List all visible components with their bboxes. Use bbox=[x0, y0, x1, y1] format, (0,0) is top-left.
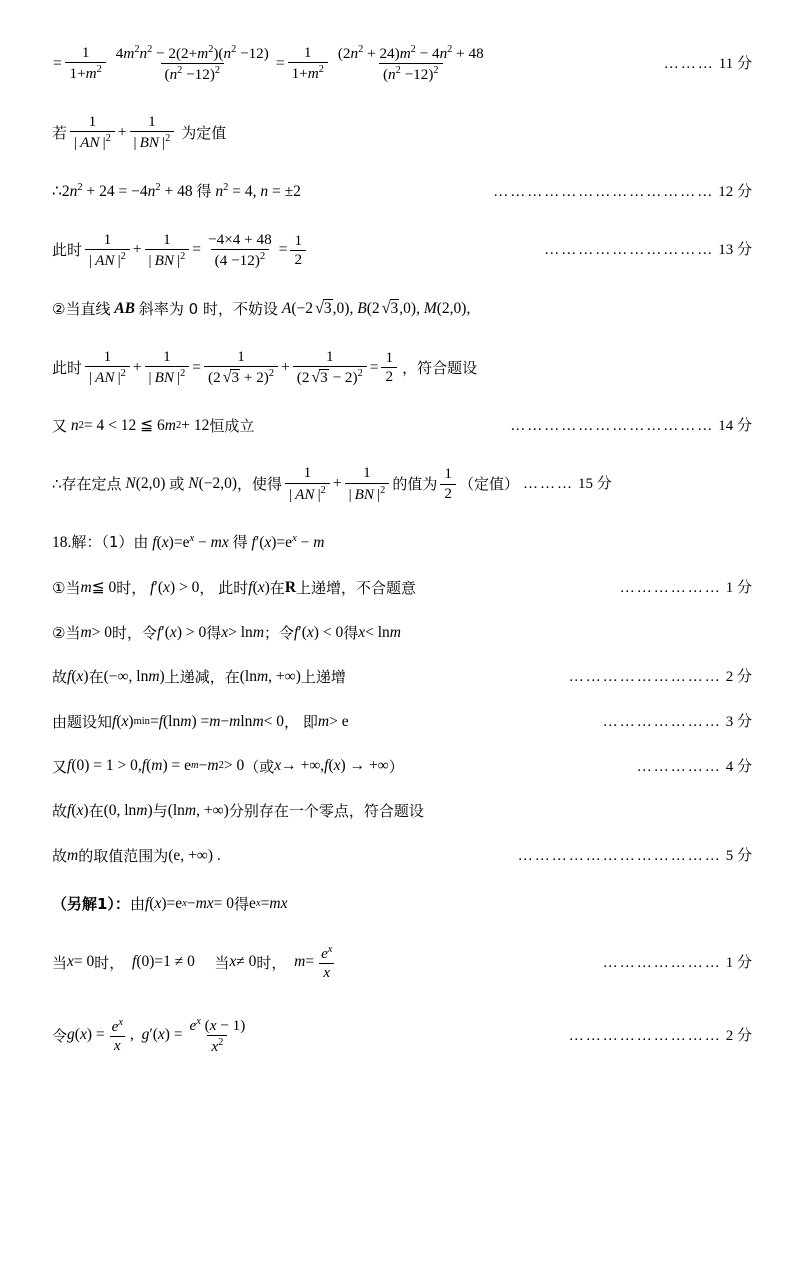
fraction-1-over-BN2: $\frac{1}{| BN |^2}$ bbox=[145, 232, 190, 270]
leader-dots: …………… bbox=[636, 758, 722, 775]
case-two-calc-line: 此时 $\frac{1}{| AN |^2}$ + $\frac{1}{| BN |^2}$ = $\frac{1}{(2 √3 + 2)^2}$ + $\frac{1}{(2 √3 - 2)^2}$ = $\frac{1}{2}$ ，符合题设 bbox=[52, 347, 478, 387]
leader-dots: ……………………………… bbox=[517, 847, 722, 864]
score-label: 13 分 bbox=[718, 242, 752, 259]
conclusion-line-15: ∴存在定点 N (2,0) 或 N (−2,0) ，使得 $\frac{1}{| AN |^2}$ + $\frac{1}{| BN |^2}$ 的值为 $\frac{1}{2}$ （定值） ……… 15 分 bbox=[52, 464, 612, 503]
fraction-1-over-AN2: $\frac{1}{| AN |^2}$ bbox=[70, 114, 115, 152]
equation-line-14: 又 n 2 = 4 < 12 ≦ 6 m 2 + 12 恒成立 ……………………………… 14 分 bbox=[52, 416, 752, 436]
fraction-one-half: $\frac{1}{2}$ bbox=[440, 466, 456, 502]
alternative-line-2: 令 g ( x ) = $\frac{e^x}{x}$ , g′(x) = $\frac{e^x (x - 1)}{x^2}$ ……………………… 2 分 bbox=[52, 1015, 752, 1056]
condition-line: 若 $\frac{1}{| AN |^2}$ + $\frac{1}{| BN |^2}$ 为定值 bbox=[52, 112, 227, 152]
score-label: 5 分 bbox=[725, 847, 752, 864]
fraction-big-2: $\frac{(2n^2 + 24)m^2 - 4n^2 + 48}{(n^2 -12)^2}$ bbox=[337, 44, 484, 84]
equation-line-12: $\therefore 2n^2 + 24 = -4n^2 + 48$ 得 $n^2 = 4$, n = ±2 ………………………………… 12 分 bbox=[52, 181, 752, 200]
problem-18-case2: ②当 m > 0 时，令 f ′( x ) > 0 得 x > ln m ；令 f ′( x ) < 0 得 x < ln m bbox=[52, 623, 401, 642]
fraction-ex-over-x-b: $\frac{e^x}{x}$ bbox=[111, 1016, 123, 1055]
leader-dots: ……………………………… bbox=[510, 418, 715, 435]
alternative-line-1: 当 x = 0 时， f (0)=1 ≠ 0 当 x ≠ 0 时， m = $\frac{e^x}{x}$ ………………… 1 分 bbox=[52, 943, 752, 982]
conclusion-tail2: （定值） bbox=[458, 475, 519, 494]
fraction-big-1: $\frac{4m^2n^2 - 2(2+m^2)(n^2 -12)}{(n^2 -12)^2}$ bbox=[115, 44, 269, 84]
leader-dots: ……………………… bbox=[568, 1027, 722, 1044]
document-content bbox=[52, 44, 752, 1081]
fraction-derivative-g: $\frac{e^x (x - 1)}{x^2}$ bbox=[189, 1015, 246, 1056]
score-label: 3 分 bbox=[725, 714, 752, 731]
fraction-1-over-1plusm2: $\frac{1}{1+m^2}$ bbox=[65, 45, 105, 83]
problem-18-zeros: 故 f ( x ) 在 (0, ln m ) 与 (ln m , +∞) 分别存在一个零点，符合题设 bbox=[52, 801, 424, 821]
score-label: 2 分 bbox=[725, 1027, 752, 1044]
leader-dots: ……………………… bbox=[568, 669, 722, 686]
fraction-computed: $\frac{-4\times 4 + 48}{(4 -12)^2}$ bbox=[208, 230, 272, 269]
alternative-solution-title: （另解1）： 由 f ( x )=e x − mx = 0 得 e x = mx bbox=[52, 895, 288, 914]
score-label: 1 分 bbox=[725, 580, 752, 597]
fraction-1-over-BN2: $\frac{1}{| BN |^2}$ bbox=[130, 114, 175, 152]
leader-dots: ………………… bbox=[602, 954, 722, 971]
score-label: 14 分 bbox=[718, 418, 752, 435]
leader-dots: ……………… bbox=[619, 580, 722, 597]
calc-lead: 此时 bbox=[52, 358, 83, 377]
problem-18-minimum: 由题设知 f ( x ) min = f (ln m ) = m − m ln m < 0 ， 即 m > e ………………… 3 分 bbox=[52, 712, 752, 732]
calc-tail: ，符合题设 bbox=[402, 358, 478, 377]
fraction-1-over-AN2: $\frac{1}{| AN |^2}$ bbox=[85, 349, 130, 387]
fraction-1-over-1plusm2-b: $\frac{1}{1+m^2}$ bbox=[288, 45, 328, 83]
conclusion-tail: 的值为 bbox=[392, 475, 438, 494]
score-label: 15 分 bbox=[577, 476, 612, 493]
score-label: 1 分 bbox=[725, 954, 752, 971]
score-label: 2 分 bbox=[725, 669, 752, 686]
fraction-term-a: $\frac{1}{(2 √3 + 2)^2}$ bbox=[204, 349, 278, 387]
line13-lead: 此时 bbox=[52, 241, 83, 260]
problem-18-part1: 18.解：（1）由 $f(x)=e^x$ − mx 得 $f'(x)=e^x - m$ bbox=[52, 533, 325, 552]
score-label: 4 分 bbox=[725, 758, 752, 775]
case-two-line: ②当直线 AB 斜率为 0 时，不妨设 A (−2 √3 ,0), B (2 √3 ,0), M (2,0), bbox=[52, 299, 471, 319]
fraction-1-over-BN2: $\frac{1}{| BN |^2}$ bbox=[345, 465, 390, 503]
problem-18-case1: ①当 m ≦ 0 时， f ′( x ) > 0 ， 此时 f ( x ) 在 R 上递增，不合题意 ……………… 1 分 bbox=[52, 578, 752, 598]
fraction-1-over-AN2: $\frac{1}{| AN |^2}$ bbox=[85, 232, 130, 270]
leader-dots: ………………………………… bbox=[493, 183, 715, 200]
leader-dots: ……… bbox=[663, 55, 715, 72]
score-label: 12 分 bbox=[718, 183, 752, 200]
fraction-term-b: $\frac{1}{(2 √3 - 2)^2}$ bbox=[293, 349, 367, 387]
leader-dots: ………………… bbox=[602, 714, 722, 731]
problem-18-monotonicity: 故 f ( x ) 在 (−∞, ln m ) 上递减，在 (ln m , +∞) 上递增 ……………………… 2 分 bbox=[52, 668, 752, 687]
fraction-1-over-AN2: $\frac{1}{| AN |^2}$ bbox=[285, 465, 330, 503]
problem-18-range: 故 m 的取值范围为 (e, +∞) . ……………………………… 5 分 bbox=[52, 846, 752, 865]
fraction-1-over-BN2: $\frac{1}{| BN |^2}$ bbox=[145, 349, 190, 387]
fraction-ex-over-x: $\frac{e^x}{x}$ bbox=[321, 943, 333, 982]
problem-18-endpoints: 又 f (0) = 1 > 0, f ( m ) = e m − m 2 > 0 （或 x → +∞, f ( x ) → +∞ ） …………… 4 分 bbox=[52, 757, 752, 776]
leader-dots: ……… bbox=[522, 476, 574, 493]
score-label: 11 分 bbox=[718, 55, 752, 72]
condition-tail: 为定值 bbox=[181, 123, 227, 142]
equation-line-11: = $\frac{1}{1+m^2}$ $\frac{4m^2n^2 - 2(2+m^2)(n^2 -12)}{(n^2 -12)^2}$ = $\frac{1}{1+m^2}$ $\frac{(2n^2 + 24)m^2 - 4n^2 + 48}{(n^2 -12)^2}$ ……… 11 分 bbox=[52, 44, 752, 84]
leader-dots: ………………………… bbox=[544, 242, 715, 259]
equation-line-13: 此时 $\frac{1}{| AN |^2}$ + $\frac{1}{| BN |^2}$ = $\frac{-4\times 4 + 48}{(4 -12)^2}$ = $\frac{1}{2}$ ………………………… 13 分 bbox=[52, 230, 752, 269]
condition-lead: 若 bbox=[52, 123, 68, 142]
fraction-one-half: $\frac{1}{2}$ bbox=[290, 233, 306, 269]
fraction-one-half: $\frac{1}{2}$ bbox=[381, 350, 397, 386]
